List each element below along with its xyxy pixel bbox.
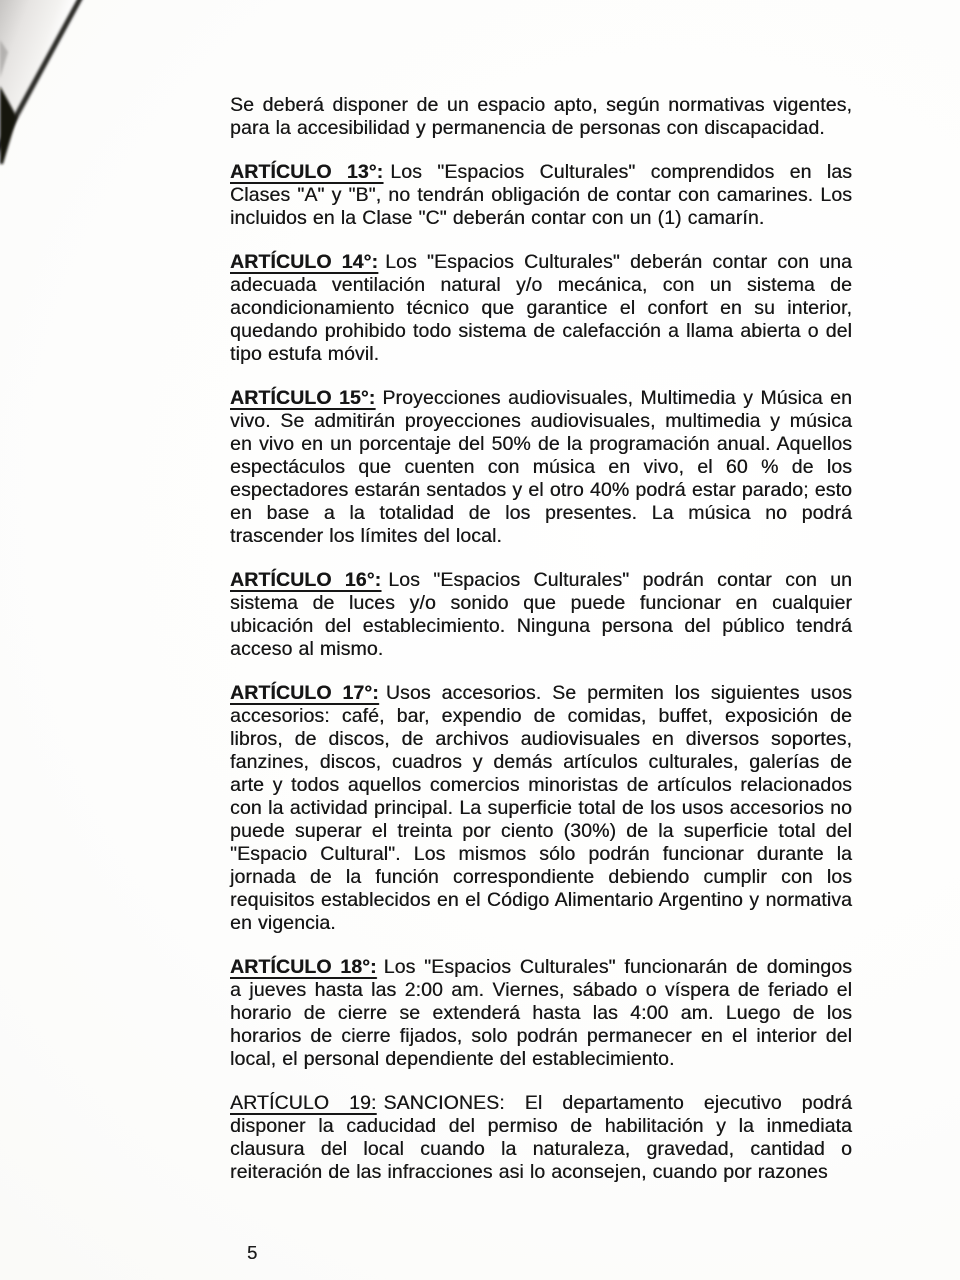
article-15-body: Proyecciones audiovisuales, Multimedia y Música en vivo. Se admitirán proyecciones audiovisuales, multimedia y música en vivo en un porcentaje del 50% de la programación anual. Aquellos espectáculos que cuenten con música en vivo, el 60 % de los espectadores estarán sentados y el otro 40% podrá estar parado; esto en base a la totalidad de los presentes. La música no podrá trascender los límites del local. <box>230 387 852 547</box>
paragraph-article-13 <box>230 161 852 230</box>
article-14-body: Los "Espacios Culturales" deberán contar con una adecuada ventilación natural y/o mecánica, con un sistema de acondicionamiento técnico que garantice el confort en su interior, quedando prohibido todo sistema de calefacción a llama abierta o del tipo estufa móvil. <box>230 251 852 365</box>
paragraph-accessibility-body: Se deberá disponer de un espacio apto, según normativas vigentes, para la accesibilidad y permanencia de personas con discapacidad. <box>230 94 852 139</box>
article-16-heading: ARTÍCULO 16°: <box>230 569 382 591</box>
article-19-heading: ARTÍCULO 19: <box>230 1092 377 1114</box>
document-text-column <box>230 94 852 1205</box>
article-13-body: Los "Espacios Culturales" comprendidos en las Clases "A" y "B", no tendrán obligación de contar con camarines. Los incluidos en la Clase "C" deberán contar con un (1) camarín. <box>230 161 852 229</box>
paragraph-article-17 <box>230 682 852 935</box>
paragraph-accessibility <box>230 94 852 140</box>
paragraph-article-14 <box>230 251 852 366</box>
paragraph-article-18 <box>230 956 852 1071</box>
article-13-heading: ARTÍCULO 13°: <box>230 161 384 183</box>
article-17-body: Usos accesorios. Se permiten los siguientes usos accesorios: café, bar, expendio de comidas, buffet, exposición de libros, de discos, de archivos audiovisuales en diversos soportes, fanzines, discos, cuadros y demás artículos culturales, galerías de arte y todos aquellos comercios minoristas de artículos relacionados con la actividad principal. La superficie total de los usos accesorios no puede superar el treinta por ciento (30%) de la superficie total del "Espacio Cultural". Los mismos sólo podrán funcionar durante la jornada de la función correspondiente debiendo cumplir con los requisitos establecidos en el Código Alimentario Argentino y normativa en vigencia. <box>230 682 853 934</box>
article-14-heading: ARTÍCULO 14°: <box>230 251 379 273</box>
page-number: 5 <box>247 1242 258 1263</box>
article-18-body: Los "Espacios Culturales" funcionarán de domingos a jueves hasta las 2:00 am. Viernes, sábado o víspera de feriado el horario de cierre se extenderá hasta las 4:00 am. Luego de los horarios de cierre fijados, solo podrán permanecer en el interior del local, el personal dependiente del establecimiento. <box>230 956 852 1070</box>
article-18-heading: ARTÍCULO 18°: <box>230 956 377 978</box>
paragraph-article-19 <box>230 1092 852 1184</box>
article-15-heading: ARTÍCULO 15°: <box>230 387 376 409</box>
scan-corner-artifact <box>0 0 140 220</box>
article-16-body: Los "Espacios Culturales" podrán contar con un sistema de luces y/o sonido que puede funcionar en cualquier ubicación del establecimiento. Ninguna persona del público tendrá acceso al mismo. <box>230 569 852 660</box>
article-17-heading: ARTÍCULO 17°: <box>230 682 379 704</box>
article-19-body: SANCIONES: El departamento ejecutivo podrá disponer la caducidad del permiso de habilitación y la inmediata clausura del local cuando la naturaleza, gravedad, cantidad o reiteración de las infracciones asi lo aconsejen, cuando por razones <box>230 1092 853 1183</box>
paragraph-article-16 <box>230 569 852 661</box>
paragraph-article-15 <box>230 387 852 548</box>
